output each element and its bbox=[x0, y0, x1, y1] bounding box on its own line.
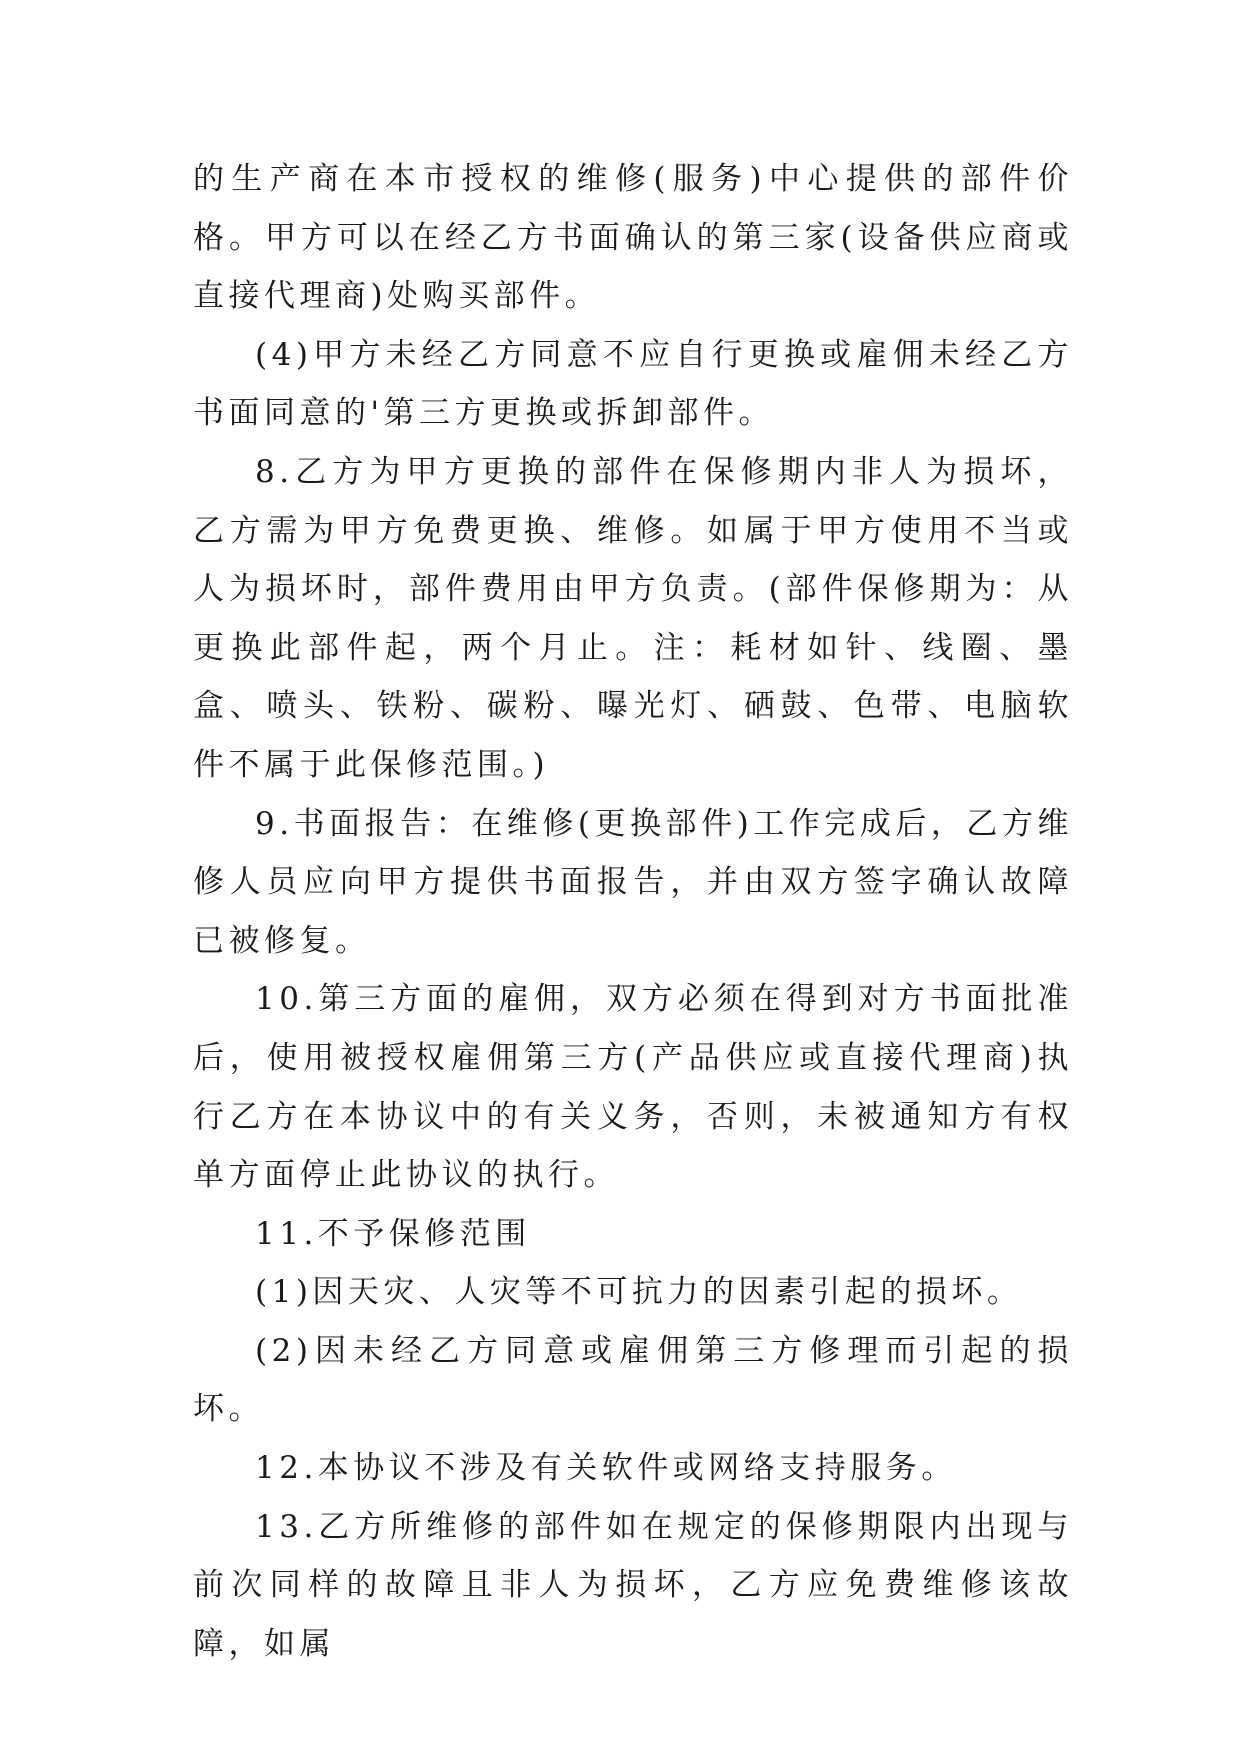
paragraph-continuation: 的生产商在本市授权的维修(服务)中心提供的部件价格。甲方可以在经乙方书面确认的第三家(设备供应商或直接代理商)处购买部件。 bbox=[193, 161, 1073, 315]
document-body bbox=[193, 150, 1073, 1673]
paragraph-clause-12: 12.本协议不涉及有关软件或网络支持服务。 bbox=[255, 1450, 957, 1487]
paragraph-clause-11-1: (1)因天灾、人灾等不可抗力的因素引起的损坏。 bbox=[255, 1274, 1023, 1311]
paragraph-clause-11: 11.不予保修范围 bbox=[255, 1215, 531, 1252]
paragraph-clause-8: 8.乙方为甲方更换的部件在保修期内非人为损坏，乙方需为甲方免费更换、维修。如属于甲方使用不当或人为损坏时，部件费用由甲方负责。(部件保修期为：从更换此部件起，两个月止。注：耗材如针、线圈、墨盒、喷头、铁粉、碳粉、曝光灯、硒鼓、色带、电脑软件不属于此保修范围。) bbox=[193, 453, 1073, 783]
paragraph-clause-11-2: (2)因未经乙方同意或雇佣第三方修理而引起的损坏。 bbox=[193, 1332, 1073, 1428]
paragraph-clause-13: 13.乙方所维修的部件如在规定的保修期限内出现与前次同样的故障且非人为损坏，乙方应免费维修该故障，如属 bbox=[193, 1508, 1073, 1662]
paragraph-clause-7-4: (4)甲方未经乙方同意不应自行更换或雇佣未经乙方书面同意的'第三方更换或拆卸部件。 bbox=[193, 336, 1073, 432]
paragraph-clause-10: 10.第三方面的雇佣，双方必须在得到对方书面批准后，使用被授权雇佣第三方(产品供应或直接代理商)执行乙方在本协议中的有关义务，否则，未被通知方有权单方面停止此协议的执行。 bbox=[193, 981, 1073, 1194]
paragraph-clause-9: 9.书面报告：在维修(更换部件)工作完成后，乙方维修人员应向甲方提供书面报告，并由双方签字确认故障已被修复。 bbox=[193, 805, 1073, 959]
